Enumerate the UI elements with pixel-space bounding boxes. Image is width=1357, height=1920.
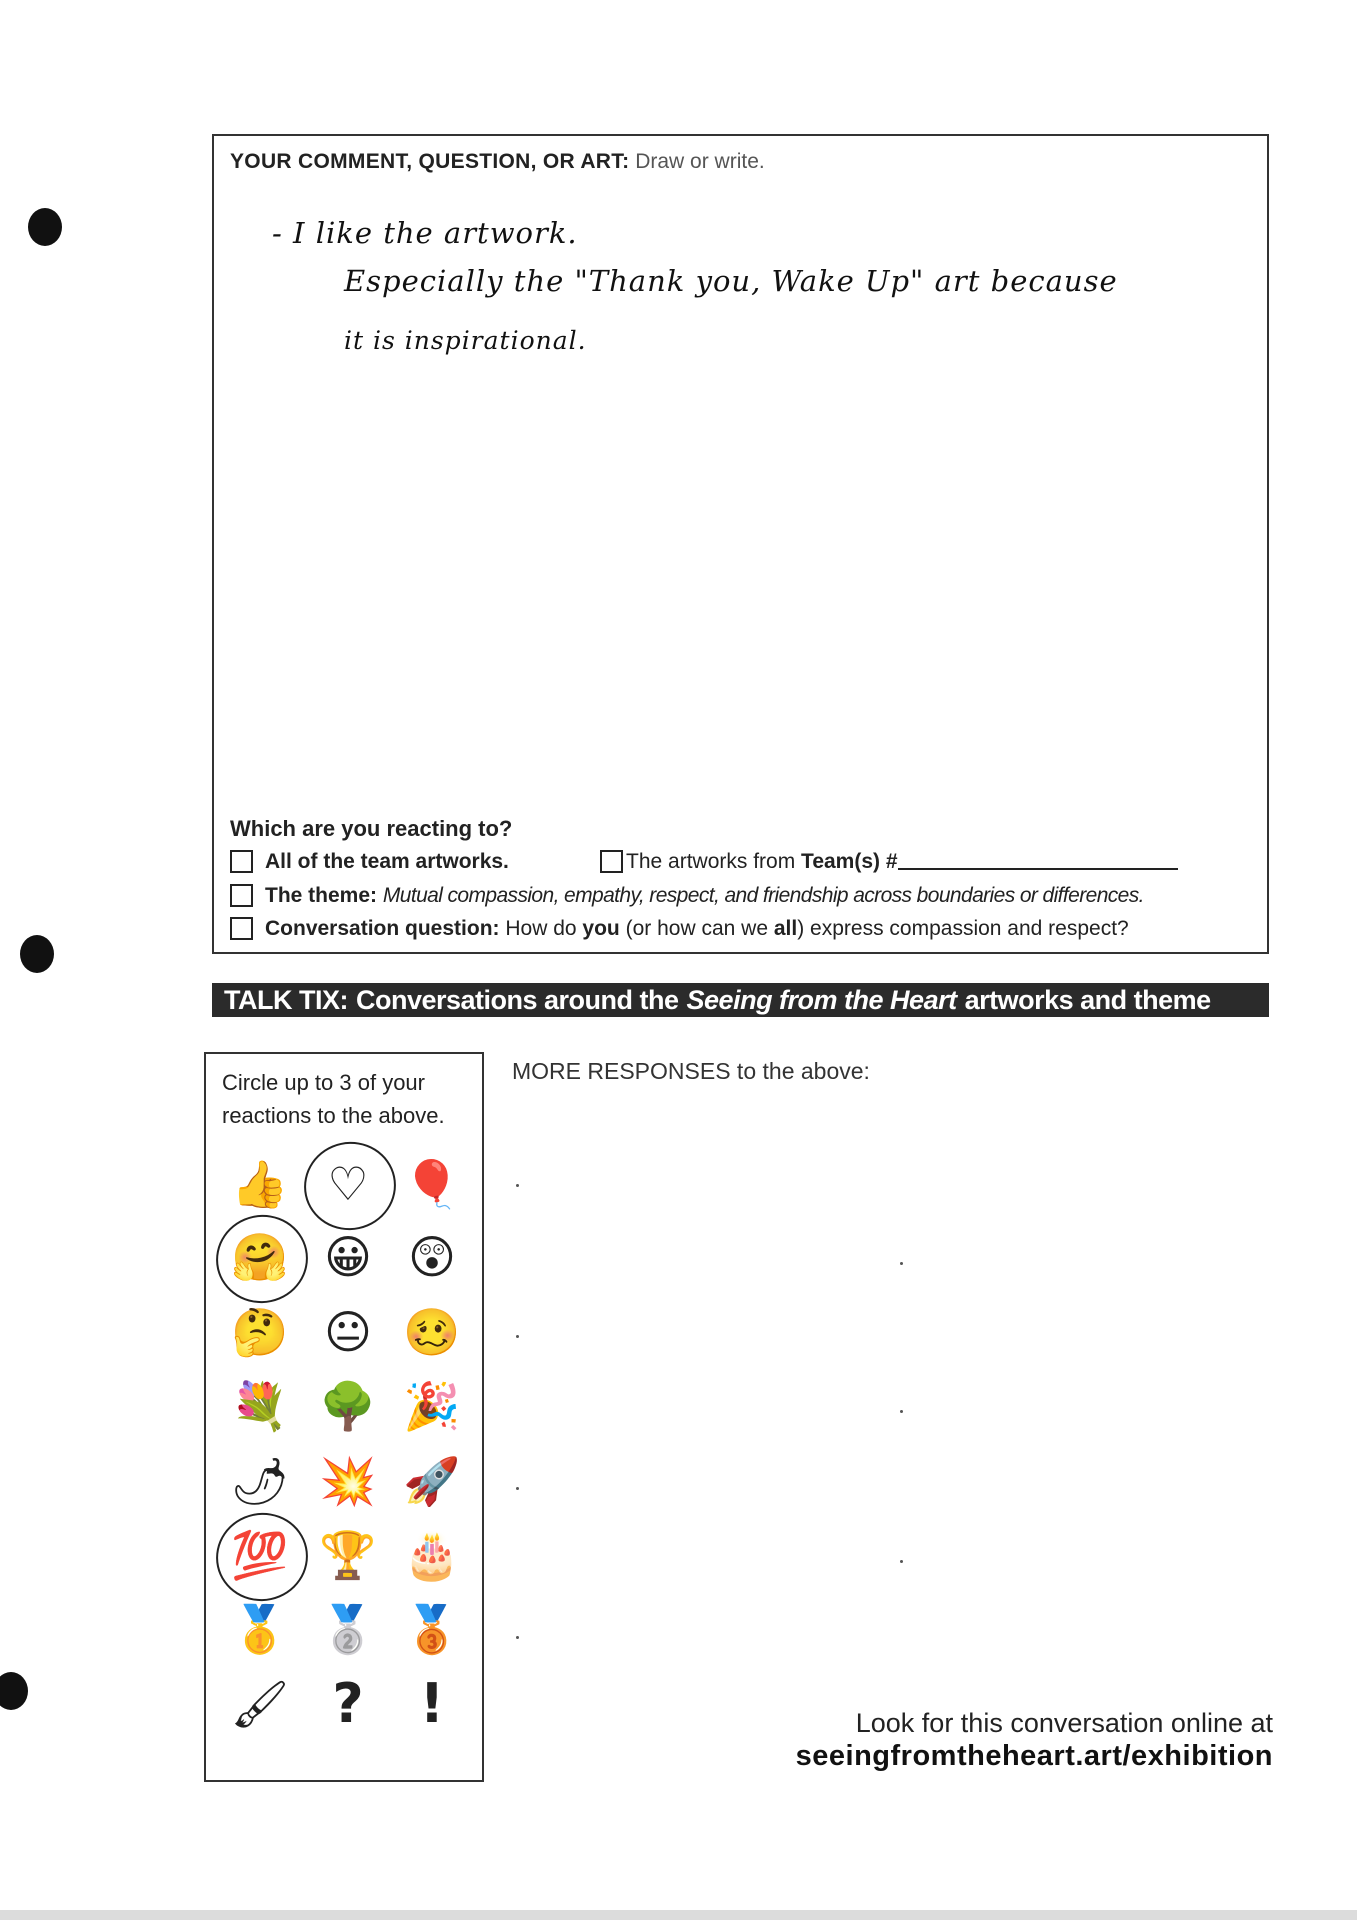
option-theme-bold: The theme: xyxy=(265,884,378,907)
chili-pepper-icon[interactable]: 🌶 xyxy=(230,1454,290,1508)
option-team-label: The artworks from xyxy=(626,850,796,873)
response-marker-dot xyxy=(516,1487,519,1490)
option-theme[interactable] xyxy=(230,884,1144,908)
comment-header xyxy=(230,150,765,174)
option-question-text-3: ) express compassion and respect? xyxy=(797,917,1129,940)
handwriting-line-3: it is inspirational. xyxy=(344,326,587,355)
team-number-field[interactable] xyxy=(898,850,1178,870)
banner-text-italic: Seeing from the Heart xyxy=(686,984,957,1015)
comment-header-label: YOUR COMMENT, QUESTION, OR ART: xyxy=(230,150,630,173)
bouquet-icon[interactable]: 💐 xyxy=(231,1379,289,1433)
reacting-title: Which are you reacting to? xyxy=(230,816,513,841)
banner-text-1: Conversations around the xyxy=(355,984,679,1015)
hug-face-icon[interactable]: 🤗 xyxy=(231,1230,289,1284)
option-question-text-1: How do xyxy=(505,917,577,940)
circled-selection-mark xyxy=(208,1504,316,1609)
response-marker-dot xyxy=(900,1262,903,1265)
balloon-icon[interactable]: 🎈 xyxy=(403,1157,461,1211)
option-team-artworks[interactable] xyxy=(600,850,1178,874)
response-marker-dot xyxy=(900,1410,903,1413)
checkbox-team-artworks[interactable] xyxy=(600,850,623,873)
option-question-all: all xyxy=(773,917,798,940)
burst-icon[interactable]: 💥 xyxy=(319,1454,377,1508)
handwriting-line-1: - I like the artwork. xyxy=(272,216,578,250)
third-medal-icon[interactable]: 🥉 xyxy=(403,1602,461,1656)
checkbox-conversation-question[interactable] xyxy=(230,917,253,940)
astonished-face-icon[interactable]: 😲 xyxy=(408,1230,456,1284)
footer-line-1: Look for this conversation online at xyxy=(855,1708,1273,1738)
question-mark-icon[interactable]: ? xyxy=(332,1672,364,1735)
handwriting-line-2: Especially the "Thank you, Wake Up" art because xyxy=(344,264,1118,298)
option-question-you: you xyxy=(582,917,620,940)
punch-hole-bottom xyxy=(0,1672,28,1710)
trophy-icon[interactable]: 🏆 xyxy=(319,1528,377,1582)
checkbox-theme[interactable] xyxy=(230,884,253,907)
option-all-label: All of the team artworks. xyxy=(265,850,509,873)
checkbox-all-artworks[interactable] xyxy=(230,850,253,873)
footer-url[interactable]: seeingfromtheheart.art/exhibition xyxy=(795,1740,1273,1772)
thinking-face-icon[interactable]: 🤔 xyxy=(231,1305,289,1359)
circled-selection-mark xyxy=(208,1206,316,1311)
second-medal-icon[interactable]: 🥈 xyxy=(319,1602,377,1656)
cake-icon[interactable]: 🎂 xyxy=(403,1528,461,1582)
option-all-artworks[interactable] xyxy=(230,850,509,874)
option-conversation-question[interactable] xyxy=(230,917,1129,941)
exclamation-mark-icon[interactable]: ! xyxy=(419,1672,445,1735)
banner-prefix: TALK TIX: xyxy=(224,984,348,1015)
banner-text-2: artworks and theme xyxy=(964,984,1211,1015)
option-team-bold: Team(s) # xyxy=(801,850,898,873)
punch-hole-middle xyxy=(20,935,54,973)
woozy-face-icon[interactable]: 🥴 xyxy=(403,1305,461,1359)
comment-box[interactable] xyxy=(212,134,1269,954)
scan-edge xyxy=(0,1910,1357,1920)
option-question-text-2: (or how can we xyxy=(625,917,769,940)
response-marker-dot xyxy=(900,1560,903,1563)
talk-tix-banner xyxy=(212,983,1269,1017)
heart-icon[interactable]: ♡ xyxy=(327,1157,369,1211)
tree-icon[interactable]: 🌳 xyxy=(319,1379,377,1433)
response-marker-dot xyxy=(516,1636,519,1639)
grin-face-icon[interactable]: 😀 xyxy=(324,1230,372,1284)
rocket-icon[interactable]: 🚀 xyxy=(403,1454,461,1508)
circled-selection-mark xyxy=(296,1133,404,1238)
comment-header-hint: Draw or write. xyxy=(635,150,765,173)
reactions-box xyxy=(204,1052,484,1782)
neutral-face-icon[interactable]: 😐 xyxy=(324,1305,372,1359)
more-responses-label: MORE RESPONSES to the above: xyxy=(512,1058,870,1084)
paintbrush-icon[interactable]: 🖌 xyxy=(230,1677,290,1731)
hundred-points-icon[interactable]: 💯 xyxy=(231,1528,289,1582)
option-theme-text: Mutual compassion, empathy, respect, and friendship across boundaries or differences. xyxy=(382,884,1144,907)
reactions-instruction: Circle up to 3 of your reactions to the above. xyxy=(222,1070,445,1128)
option-question-bold: Conversation question: xyxy=(265,917,500,940)
response-marker-dot xyxy=(516,1335,519,1338)
response-marker-dot xyxy=(516,1184,519,1187)
first-medal-icon[interactable]: 🥇 xyxy=(231,1602,289,1656)
confetti-icon[interactable]: 🎉 xyxy=(403,1379,461,1433)
thumbs-up-icon[interactable]: 👍 xyxy=(231,1157,289,1211)
punch-hole-top xyxy=(28,208,62,246)
